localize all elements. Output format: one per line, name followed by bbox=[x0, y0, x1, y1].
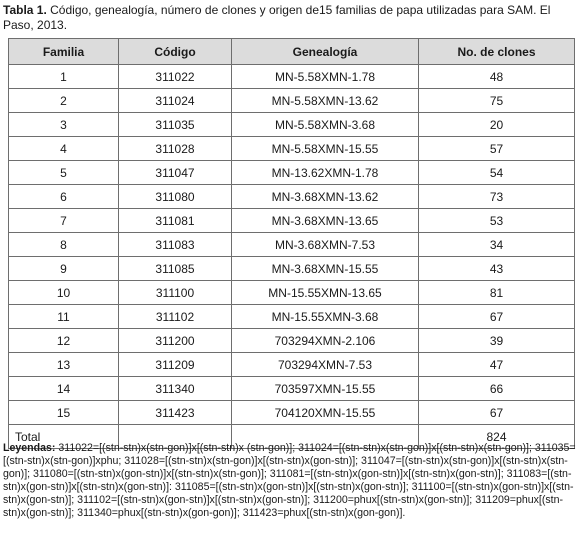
cell-familia: 5 bbox=[9, 161, 119, 185]
cell-familia: 12 bbox=[9, 329, 119, 353]
cell-clones: 66 bbox=[419, 377, 575, 401]
cell-familia: 14 bbox=[9, 377, 119, 401]
cell-clones: 81 bbox=[419, 281, 575, 305]
cell-genealogia: 703294XMN-7.53 bbox=[232, 353, 419, 377]
header-clones: No. de clones bbox=[419, 39, 575, 65]
cell-familia: 7 bbox=[9, 209, 119, 233]
families-table bbox=[8, 38, 575, 449]
cell-clones: 73 bbox=[419, 185, 575, 209]
cell-clones: 67 bbox=[419, 401, 575, 425]
header-codigo: Código bbox=[119, 39, 232, 65]
cell-codigo: 311085 bbox=[119, 257, 232, 281]
cell-familia: 10 bbox=[9, 281, 119, 305]
table-row bbox=[9, 305, 575, 329]
table-row bbox=[9, 161, 575, 185]
caption-label: Tabla 1. bbox=[3, 3, 47, 17]
table-row bbox=[9, 209, 575, 233]
cell-clones: 20 bbox=[419, 113, 575, 137]
table-header-row bbox=[9, 39, 575, 65]
cell-codigo: 311200 bbox=[119, 329, 232, 353]
header-genealogia: Genealogía bbox=[232, 39, 419, 65]
cell-clones: 75 bbox=[419, 89, 575, 113]
table-row bbox=[9, 377, 575, 401]
cell-familia: 8 bbox=[9, 233, 119, 257]
cell-genealogia: MN-5.58XMN-15.55 bbox=[232, 137, 419, 161]
cell-clones: 57 bbox=[419, 137, 575, 161]
table-row bbox=[9, 89, 575, 113]
table-row bbox=[9, 233, 575, 257]
cell-clones: 48 bbox=[419, 65, 575, 89]
cell-codigo: 311102 bbox=[119, 305, 232, 329]
cell-codigo: 311209 bbox=[119, 353, 232, 377]
table-row bbox=[9, 185, 575, 209]
cell-codigo: 311340 bbox=[119, 377, 232, 401]
cell-genealogia: 704120XMN-15.55 bbox=[232, 401, 419, 425]
cell-codigo: 311047 bbox=[119, 161, 232, 185]
cell-codigo: 311022 bbox=[119, 65, 232, 89]
cell-codigo: 311028 bbox=[119, 137, 232, 161]
table-row bbox=[9, 257, 575, 281]
cell-genealogia: MN-13.62XMN-1.78 bbox=[232, 161, 419, 185]
cell-familia: 13 bbox=[9, 353, 119, 377]
cell-codigo: 311083 bbox=[119, 233, 232, 257]
table-row bbox=[9, 281, 575, 305]
cell-genealogia: 703597XMN-15.55 bbox=[232, 377, 419, 401]
cell-familia: 4 bbox=[9, 137, 119, 161]
cell-clones: 34 bbox=[419, 233, 575, 257]
cell-clones: 53 bbox=[419, 209, 575, 233]
table-row bbox=[9, 401, 575, 425]
cell-codigo: 311035 bbox=[119, 113, 232, 137]
table-row bbox=[9, 353, 575, 377]
cell-familia: 2 bbox=[9, 89, 119, 113]
cell-codigo: 311100 bbox=[119, 281, 232, 305]
cell-clones: 39 bbox=[419, 329, 575, 353]
cell-clones: 54 bbox=[419, 161, 575, 185]
table-row bbox=[9, 65, 575, 89]
table-legend bbox=[3, 442, 577, 520]
cell-genealogia: MN-15.55XMN-3.68 bbox=[232, 305, 419, 329]
cell-genealogia: MN-5.58XMN-1.78 bbox=[232, 65, 419, 89]
cell-familia: 11 bbox=[9, 305, 119, 329]
cell-familia: 6 bbox=[9, 185, 119, 209]
cell-codigo: 311024 bbox=[119, 89, 232, 113]
cell-genealogia: MN-3.68XMN-13.65 bbox=[232, 209, 419, 233]
header-familia: Familia bbox=[9, 39, 119, 65]
cell-genealogia: MN-3.68XMN-7.53 bbox=[232, 233, 419, 257]
total-value: 824 bbox=[419, 425, 575, 449]
cell-codigo: 311081 bbox=[119, 209, 232, 233]
table-row bbox=[9, 113, 575, 137]
cell-clones: 47 bbox=[419, 353, 575, 377]
legend-label: Leyendas: bbox=[3, 442, 56, 454]
cell-familia: 15 bbox=[9, 401, 119, 425]
cell-clones: 67 bbox=[419, 305, 575, 329]
cell-genealogia: MN-3.68XMN-13.62 bbox=[232, 185, 419, 209]
cell-genealogia: 703294XMN-2.106 bbox=[232, 329, 419, 353]
cell-genealogia: MN-5.58XMN-3.68 bbox=[232, 113, 419, 137]
cell-codigo: 311423 bbox=[119, 401, 232, 425]
table-caption bbox=[3, 3, 575, 33]
cell-clones: 43 bbox=[419, 257, 575, 281]
total-label: Total bbox=[9, 425, 119, 449]
cell-genealogia: MN-15.55XMN-13.65 bbox=[232, 281, 419, 305]
legend-text: 311022=[(stn-stn)x(stn-gon)]x[(stn-stn)x (stn-gon)]; 311024=[(stn-stn)x(stn-gon)]x[(stn-stn)x(stn-gon)]; 311035=[(stn-stn)x(stn-gon)]xphu; 311028=[(stn-stn)x(stn-gon)]x[(stn-stn)x(gon-stn)]; 311047=[(stn-stn)x(stn-gon)]x[(stn-stn)x(stn-gon)]; 311080=[(stn-stn)x(gon-stn)]x[(stn-stn)x(stn-gon)]; 311081=[(stn-stn)x(gon-stn)]x[(stn-stn)x(gon-stn)]; 311083=[(stn-stn)x(gon-stn)]x[(stn-stn)x(gon-stn)]: 311085=[(stn-stn)x(gon-stn)]x[(stn-stn)x(gon-stn)]; 311100=[(stn-stn)x(gon-stn)]x[(stn-stn)x(gon-stn)]; 311102=[(stn-stn)x(gon-stn)]x[(stn-stn)x(gon-stn)]; 311200=phux[(stn-stn)x(gon-stn)]; 311209=phux[(stn-stn)x(gon-stn)]; 311340=phux[(stn-stn)x(gon-gon)]; 311423=phux[(stn-stn)x(gon-gon)]. bbox=[3, 442, 576, 519]
table-row bbox=[9, 329, 575, 353]
cell-familia: 1 bbox=[9, 65, 119, 89]
caption-text: Código, genealogía, número de clones y origen de15 familias de papa utilizadas para SAM. El Paso, 2013. bbox=[3, 3, 551, 32]
table-row bbox=[9, 137, 575, 161]
cell-familia: 9 bbox=[9, 257, 119, 281]
cell-codigo: 311080 bbox=[119, 185, 232, 209]
cell-familia: 3 bbox=[9, 113, 119, 137]
cell-genealogia: MN-5.58XMN-13.62 bbox=[232, 89, 419, 113]
cell-genealogia: MN-3.68XMN-15.55 bbox=[232, 257, 419, 281]
